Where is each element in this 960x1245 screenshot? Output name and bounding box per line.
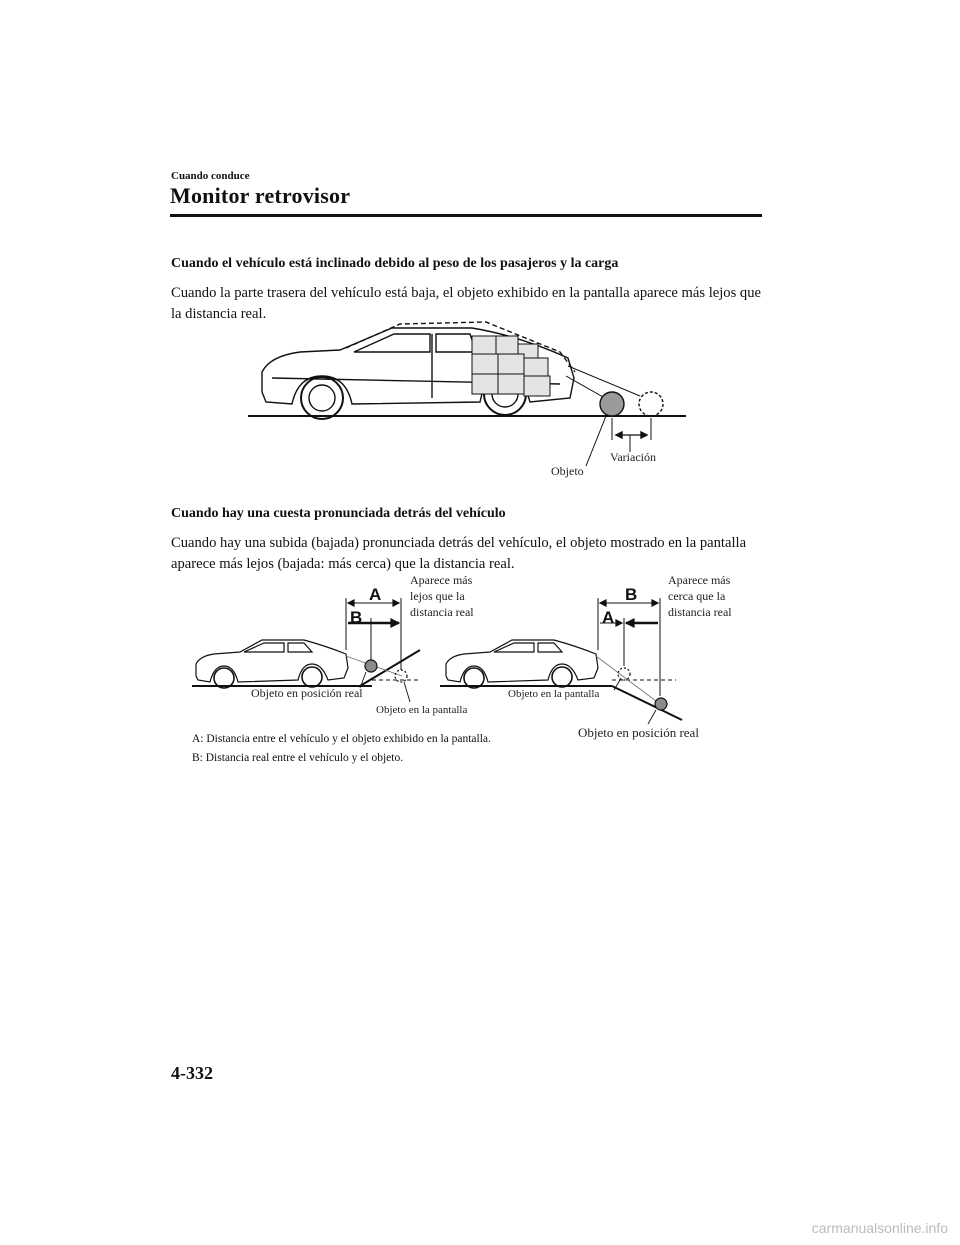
section-paragraph-slope: Cuando hay una subida (bajada) pronunciada detrás del vehículo, el objeto mostrado en la pantalla aparece más lejos (bajada: más cerca) que la distancia real. (171, 535, 747, 572)
front-wheel-icon (301, 377, 343, 419)
left-label-screen: Objeto en la pantalla (376, 704, 468, 716)
right-slope-line (612, 686, 682, 720)
page-number: 4-332 (171, 1063, 213, 1083)
label-object: Objeto (551, 464, 584, 478)
object-real-icon (600, 392, 624, 416)
right-car-rear-window (538, 643, 562, 652)
front-hub-icon (309, 385, 335, 411)
label-variation: Variación (610, 450, 656, 464)
left-marker-b: B (350, 608, 363, 627)
object-displayed-icon (639, 392, 663, 416)
right-note-line2: cerca que la (668, 589, 726, 603)
left-rear-wheel-icon (302, 667, 322, 687)
page-title: Monitor retrovisor (170, 183, 351, 208)
watermark: carmanualsonline.info (811, 1220, 948, 1236)
right-marker-a: A (602, 608, 615, 627)
right-label-real: Objeto en posición real (578, 725, 699, 740)
car-rear-window (436, 334, 476, 352)
figure-downhill (440, 598, 682, 724)
left-car-front-window (244, 643, 284, 652)
right-car-body (446, 640, 598, 682)
figure-tilted-car (248, 322, 686, 466)
cargo-boxes (472, 336, 550, 396)
left-screen-leader (404, 682, 410, 702)
right-note-line3: distancia real (668, 605, 732, 619)
section-paragraph-tilt: Cuando la parte trasera del vehículo está baja, el objeto exhibido en la pantalla aparece más lejos que la distancia real. (171, 285, 761, 322)
left-label-real: Objeto en posición real (251, 686, 363, 700)
footnote-a: A: Distancia entre el vehículo y el objeto exhibido en la pantalla. (192, 733, 491, 745)
right-label-screen: Objeto en la pantalla (508, 688, 600, 700)
section-heading-tilt: Cuando el vehículo está inclinado debido al peso de los pasajeros y la carga (171, 256, 619, 271)
view-line-upper (568, 366, 640, 396)
right-car-front-window (494, 643, 534, 652)
right-real-leader (648, 710, 656, 724)
car-front-window (354, 334, 430, 352)
object-leader-line (586, 416, 606, 466)
left-object-real-icon (365, 660, 377, 672)
right-note-line1: Aparece más (668, 573, 731, 587)
right-object-real-icon (655, 698, 667, 710)
section-heading-slope: Cuando hay una cuesta pronunciada detrás del vehículo (171, 506, 506, 521)
left-note-line2: lejos que la (410, 589, 465, 603)
breadcrumb: Cuando conduce (171, 170, 250, 182)
footnote-b: B: Distancia real entre el vehículo y el objeto. (192, 752, 404, 764)
variation-arrowhead-right (641, 432, 647, 438)
left-note-line3: distancia real (410, 605, 474, 619)
right-marker-b: B (625, 585, 638, 604)
left-car-body (196, 640, 348, 682)
variation-arrowhead-left (616, 432, 622, 438)
left-car-rear-window (288, 643, 312, 652)
left-marker-a: A (369, 585, 382, 604)
right-rear-wheel-icon (552, 667, 572, 687)
left-note-line1: Aparece más (410, 573, 473, 587)
